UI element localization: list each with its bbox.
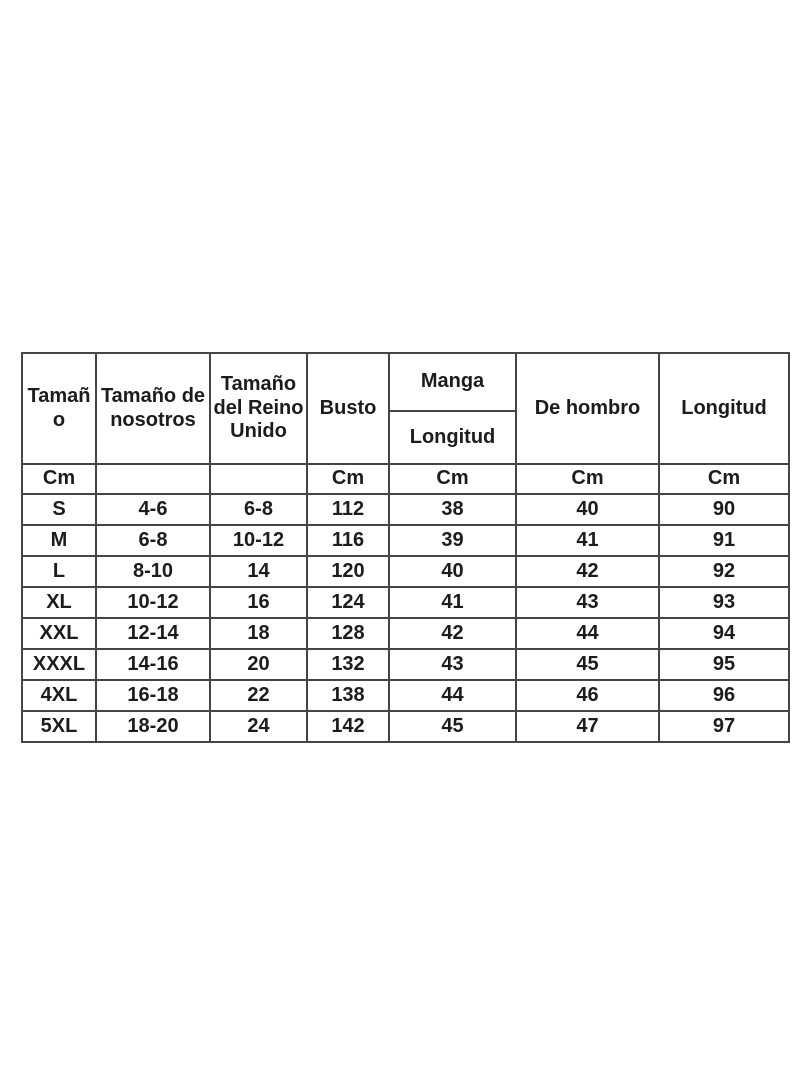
uk-size-cell: 14 (210, 556, 307, 587)
unit-cell (210, 464, 307, 494)
sleeve-cell: 42 (389, 618, 516, 649)
unit-cell: Cm (389, 464, 516, 494)
bust-cell: 124 (307, 587, 389, 618)
bust-cell: 132 (307, 649, 389, 680)
bust-cell: 116 (307, 525, 389, 556)
uk-size-cell: 6-8 (210, 494, 307, 525)
table-body (22, 464, 789, 742)
size-cell: 4XL (22, 680, 96, 711)
table-row (22, 680, 789, 711)
sleeve-cell: 38 (389, 494, 516, 525)
size-cell: M (22, 525, 96, 556)
table-row (22, 587, 789, 618)
col-header-sleeve-length: Longitud (389, 411, 516, 464)
us-size-cell: 8-10 (96, 556, 210, 587)
table-row (22, 649, 789, 680)
us-size-cell: 6-8 (96, 525, 210, 556)
size-cell: L (22, 556, 96, 587)
size-cell: XXXL (22, 649, 96, 680)
col-header-length: Longitud (659, 353, 789, 464)
us-size-cell: 10-12 (96, 587, 210, 618)
table-row (22, 618, 789, 649)
uk-size-cell: 16 (210, 587, 307, 618)
col-header-size: Tamaño (22, 353, 96, 464)
length-cell: 97 (659, 711, 789, 742)
size-cell: XL (22, 587, 96, 618)
sleeve-cell: 39 (389, 525, 516, 556)
uk-size-cell: 18 (210, 618, 307, 649)
length-cell: 93 (659, 587, 789, 618)
length-cell: 94 (659, 618, 789, 649)
us-size-cell: 12-14 (96, 618, 210, 649)
us-size-cell: 14-16 (96, 649, 210, 680)
length-cell: 92 (659, 556, 789, 587)
col-header-uk-size: Tamaño del Reino Unido (210, 353, 307, 464)
sleeve-cell: 41 (389, 587, 516, 618)
shoulder-cell: 43 (516, 587, 659, 618)
size-cell: S (22, 494, 96, 525)
bust-cell: 112 (307, 494, 389, 525)
table-row (22, 494, 789, 525)
sleeve-cell: 45 (389, 711, 516, 742)
col-header-shoulder: De hombro (516, 353, 659, 464)
table-row (22, 525, 789, 556)
uk-size-cell: 10-12 (210, 525, 307, 556)
bust-cell: 120 (307, 556, 389, 587)
us-size-cell: 4-6 (96, 494, 210, 525)
uk-size-cell: 22 (210, 680, 307, 711)
unit-cell: Cm (516, 464, 659, 494)
length-cell: 90 (659, 494, 789, 525)
table-row (22, 556, 789, 587)
uk-size-cell: 20 (210, 649, 307, 680)
header-row-top (22, 353, 789, 411)
shoulder-cell: 44 (516, 618, 659, 649)
col-header-bust: Busto (307, 353, 389, 464)
shoulder-cell: 42 (516, 556, 659, 587)
table-header (22, 353, 789, 464)
unit-cell: Cm (22, 464, 96, 494)
size-chart-table (21, 352, 790, 743)
unit-cell (96, 464, 210, 494)
uk-size-cell: 24 (210, 711, 307, 742)
sleeve-cell: 44 (389, 680, 516, 711)
length-cell: 91 (659, 525, 789, 556)
bust-cell: 138 (307, 680, 389, 711)
col-header-sleeve: Manga (389, 353, 516, 411)
size-cell: 5XL (22, 711, 96, 742)
length-cell: 96 (659, 680, 789, 711)
col-header-us-size: Tamaño de nosotros (96, 353, 210, 464)
bust-cell: 128 (307, 618, 389, 649)
length-cell: 95 (659, 649, 789, 680)
size-cell: XXL (22, 618, 96, 649)
shoulder-cell: 41 (516, 525, 659, 556)
us-size-cell: 16-18 (96, 680, 210, 711)
units-row (22, 464, 789, 494)
bust-cell: 142 (307, 711, 389, 742)
shoulder-cell: 45 (516, 649, 659, 680)
shoulder-cell: 46 (516, 680, 659, 711)
unit-cell: Cm (307, 464, 389, 494)
us-size-cell: 18-20 (96, 711, 210, 742)
shoulder-cell: 40 (516, 494, 659, 525)
shoulder-cell: 47 (516, 711, 659, 742)
unit-cell: Cm (659, 464, 789, 494)
table-row (22, 711, 789, 742)
sleeve-cell: 43 (389, 649, 516, 680)
sleeve-cell: 40 (389, 556, 516, 587)
